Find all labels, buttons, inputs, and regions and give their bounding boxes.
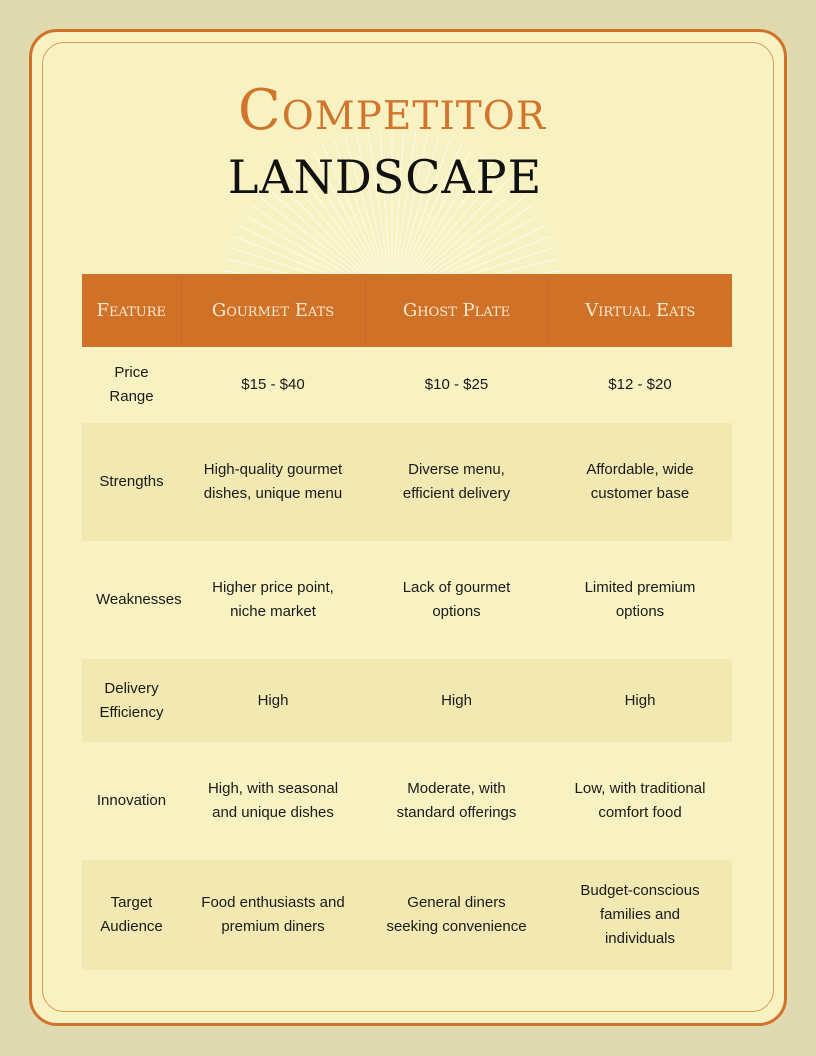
feature-label: Delivery Efficiency xyxy=(82,659,181,742)
table-row xyxy=(82,659,732,742)
table-cell: High xyxy=(548,659,732,742)
table-cell: $10 - $25 xyxy=(424,376,489,393)
feature-label: Price Range xyxy=(109,364,154,405)
table-cell: Diverse menu, efficient delivery xyxy=(365,423,548,541)
table-cell: Moderate, with standard offerings xyxy=(396,780,517,821)
header-virtual-eats: Virtual Eats xyxy=(548,274,732,347)
table-row xyxy=(82,541,732,659)
table-cell: High xyxy=(365,659,548,742)
table-row xyxy=(82,860,732,970)
table-cell: Lack of gourmet options xyxy=(402,579,511,620)
table-cell: $12 - $20 xyxy=(608,376,672,393)
table-cell: $15 - $40 xyxy=(241,376,305,393)
table-cell: General diners seeking convenience xyxy=(365,860,548,970)
table-cell: High xyxy=(181,659,365,742)
title-line-2: LANDSCAPE xyxy=(227,150,543,204)
table-row xyxy=(82,742,732,860)
table-cell: High, with seasonal and unique dishes xyxy=(207,780,339,821)
feature-label: Weaknesses xyxy=(96,591,182,608)
table-cell: Limited premium options xyxy=(584,579,696,620)
feature-label: Strengths xyxy=(82,423,181,541)
header-gourmet-eats: Gourmet Eats xyxy=(181,274,365,347)
header-ghost-plate: Ghost Plate xyxy=(365,274,548,347)
feature-label: Target Audience xyxy=(82,860,181,970)
header-feature: Feature xyxy=(82,274,181,347)
competitor-table xyxy=(82,274,732,970)
table-cell: Higher price point, niche market xyxy=(212,579,334,620)
table-cell: Food enthusiasts and premium diners xyxy=(181,860,365,970)
table-cell: Budget-conscious families and individuals xyxy=(548,860,732,970)
table-cell: High-quality gourmet dishes, unique menu xyxy=(181,423,365,541)
table-cell: Affordable, wide customer base xyxy=(548,423,732,541)
table-row xyxy=(82,347,732,423)
table-row xyxy=(82,423,732,541)
table-cell: Low, with traditional comfort food xyxy=(574,780,706,821)
feature-label: Innovation xyxy=(96,792,167,809)
title-line-1: Competitor xyxy=(237,78,547,143)
